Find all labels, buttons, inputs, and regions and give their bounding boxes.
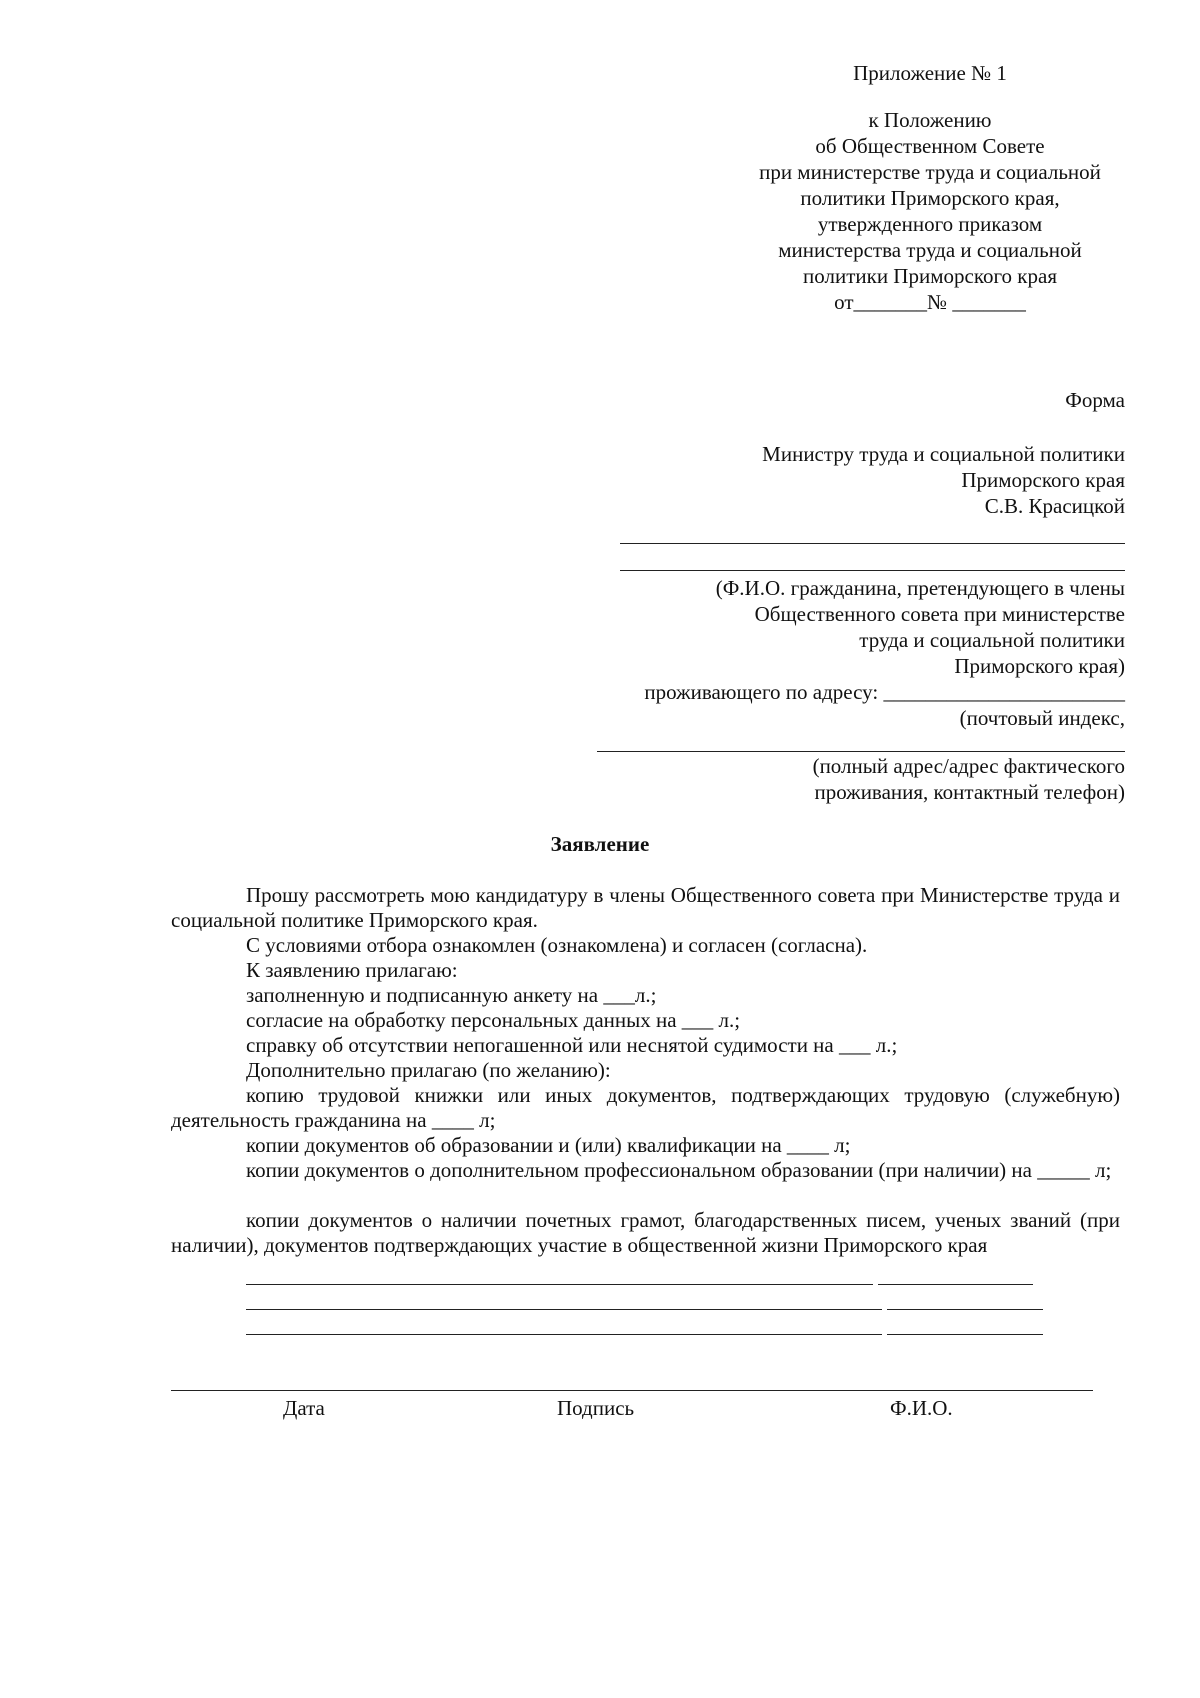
document-pages-blank[interactable] bbox=[887, 1334, 1043, 1335]
request-paragraph: Прошу рассмотреть мою кандидатуру в члены Общественного совета при Министерстве труда и социальной политике Приморского края. bbox=[171, 883, 1120, 932]
fio-blank-line-2[interactable] bbox=[620, 570, 1125, 571]
appendix-line: политики Приморского края, bbox=[800, 186, 1060, 210]
fio-hint-line: труда и социальной политики bbox=[859, 628, 1125, 652]
addressee-line: С.В. Красицкой bbox=[984, 494, 1125, 518]
appendix-line: при министерстве труда и социальной bbox=[759, 160, 1101, 184]
address-hint-line: проживания, контактный телефон) bbox=[814, 780, 1125, 804]
addressee-block bbox=[762, 441, 1125, 519]
addressee-line: Приморского края bbox=[961, 468, 1125, 492]
appendix-line: об Общественном Совете bbox=[815, 134, 1045, 158]
postal-index-hint: (почтовый индекс, bbox=[959, 706, 1125, 730]
conditions-text: С условиями отбора ознакомлен (ознакомлена) и согласен (согласна). bbox=[246, 933, 868, 957]
document-blank-line[interactable] bbox=[246, 1334, 882, 1335]
optional-extra-education-item: копии документов о дополнительном профессиональном образовании (при наличии) на _____ л; bbox=[246, 1158, 1112, 1182]
appendix-line: министерства труда и социальной bbox=[778, 238, 1082, 262]
address-hint-block bbox=[813, 753, 1125, 805]
statement-title: Заявление bbox=[550, 832, 650, 856]
optional-intro: Дополнительно прилагаю (по желанию): bbox=[246, 1058, 611, 1082]
date-label: Дата bbox=[283, 1396, 325, 1420]
signature-line[interactable] bbox=[171, 1390, 1093, 1391]
document-pages-blank[interactable] bbox=[878, 1284, 1033, 1285]
document-blank-line[interactable] bbox=[246, 1309, 882, 1310]
appendix-line: к Положению bbox=[868, 108, 992, 132]
appendix-line: политики Приморского края bbox=[803, 264, 1057, 288]
address-blank-line[interactable] bbox=[597, 751, 1125, 752]
attachment-item: справку об отсутствии непогашенной или неснятой судимости на ___ л.; bbox=[246, 1033, 898, 1057]
address-hint-line: (полный адрес/адрес фактического bbox=[812, 754, 1125, 778]
attachments-intro: К заявлению прилагаю: bbox=[246, 958, 458, 982]
fio-hint-line: (Ф.И.О. гражданина, претендующего в члены bbox=[715, 576, 1125, 600]
optional-awards-item: копии документов о наличии почетных грамот, благодарственных писем, ученых званий (при наличии), документов подтверждающих участие в общественной жизни Приморского края bbox=[171, 1208, 1120, 1257]
fio-label: Ф.И.О. bbox=[890, 1396, 953, 1420]
fio-hint-line: Приморского края) bbox=[954, 654, 1125, 678]
appendix-header bbox=[700, 60, 1160, 315]
optional-work-item: копию трудовой книжки или иных документов, подтверждающих трудовую (служебную) деятельность гражданина на ____ л; bbox=[171, 1083, 1120, 1132]
document-pages-blank[interactable] bbox=[887, 1309, 1043, 1310]
document-blank-line[interactable] bbox=[246, 1284, 873, 1285]
addressee-line: Министру труда и социальной политики bbox=[762, 442, 1125, 466]
address-label: проживающего по адресу: _______________________ bbox=[644, 680, 1125, 704]
appendix-line: утвержденного приказом bbox=[817, 212, 1043, 236]
form-label: Форма bbox=[1065, 388, 1125, 412]
appendix-title: Приложение № 1 bbox=[853, 61, 1007, 85]
appendix-order-number-line: от_______№ _______ bbox=[834, 290, 1026, 314]
fio-hint-line: Общественного совета при министерстве bbox=[754, 602, 1125, 626]
attachment-item: согласие на обработку персональных данных на ___ л.; bbox=[246, 1008, 741, 1032]
applicant-block bbox=[644, 575, 1125, 731]
optional-education-item: копии документов об образовании и (или) квалификации на ____ л; bbox=[246, 1133, 851, 1157]
fio-blank-line-1[interactable] bbox=[620, 543, 1125, 544]
attachment-item: заполненную и подписанную анкету на ___л.; bbox=[246, 983, 657, 1007]
signature-label: Подпись bbox=[557, 1396, 635, 1420]
